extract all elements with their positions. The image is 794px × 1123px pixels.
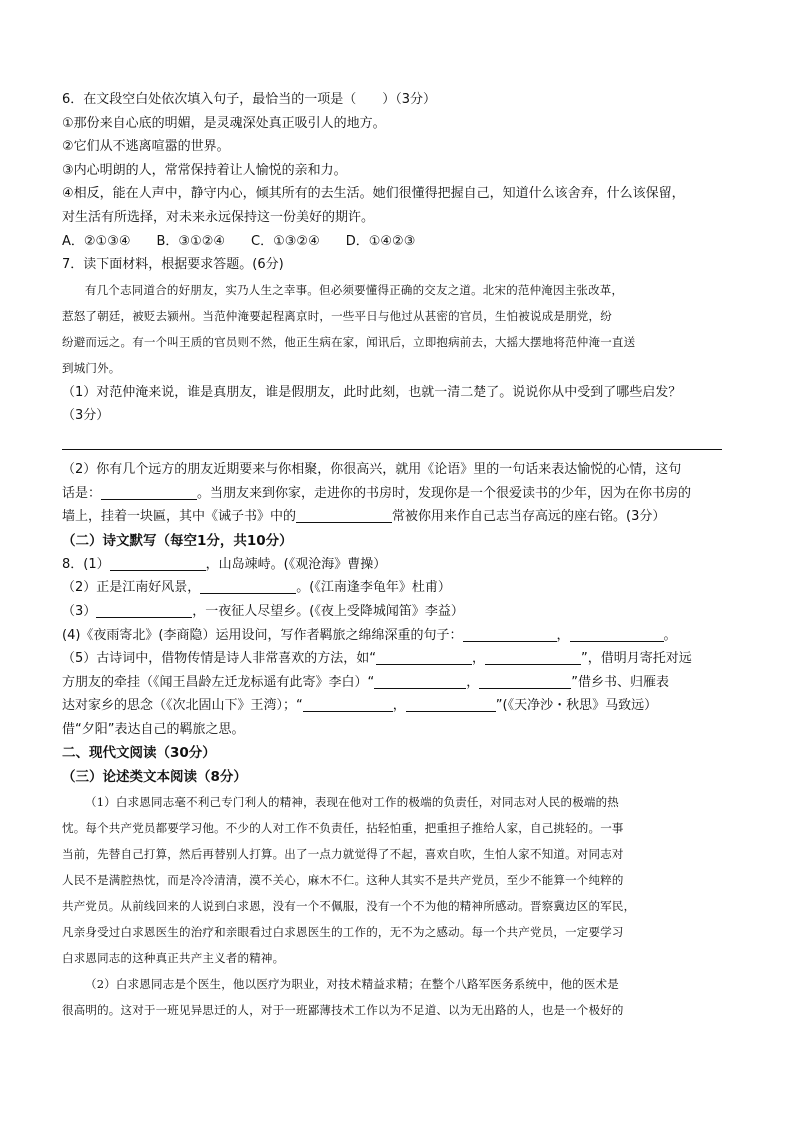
passage-line: 凡亲身受过白求恩医生的治疗和亲眼看过白求恩医生的工作的，无不为之感动。每一个共产党员，一定要学习 bbox=[62, 925, 624, 940]
question-7-sub2-line3 bbox=[62, 505, 734, 529]
passage-line: （1）白求恩同志毫不利己专门利人的精神，表现在他对工作的极端的负责任，对同志对人民的极端的热 bbox=[85, 795, 620, 810]
text: 达对家乡的思念（《次北固山下》王湾）；“ bbox=[62, 698, 303, 714]
text: 。(《江南逢李龟年》杜甫） bbox=[296, 580, 451, 596]
text: （3） bbox=[62, 603, 97, 619]
question-7-sub1: （1）对范仲淹来说，谁是真朋友，谁是假朋友，此时此刻，也就一清二楚了。说说你从中受到了哪些启发？ bbox=[62, 384, 682, 400]
sentence-3: ③内心明朗的人，常常保持着让人愉悦的亲和力。 bbox=[62, 162, 347, 178]
text: ， bbox=[472, 651, 486, 667]
section-poetry-heading: （二）诗文默写（每空1分，共10分） bbox=[62, 532, 293, 549]
material-line: 纷避而远之。有一个叫王质的官员则不然，他正生病在家，闻讯后，立即抱病前去，大摇大摆地将范仲淹一直送 bbox=[62, 334, 636, 349]
answer-line[interactable] bbox=[62, 448, 722, 450]
passage-paragraph-2 bbox=[62, 971, 734, 1023]
text: ， bbox=[392, 698, 406, 714]
section-argument-heading: （三）论述类文本阅读（8分） bbox=[62, 769, 247, 786]
fill-blank[interactable] bbox=[296, 508, 392, 523]
fill-blank[interactable] bbox=[463, 627, 557, 642]
text: 。当朋友来到你家，走进你的书房时，发现你是一个很爱读书的少年，因为在你书房的 bbox=[197, 485, 692, 501]
fill-blank[interactable] bbox=[303, 697, 393, 712]
passage-line: 共产党员。从前线回来的人说到白求恩，没有一个不佩服，没有一个不为他的精神所感动。晋察冀边区的军民， bbox=[62, 899, 636, 914]
fill-blank[interactable] bbox=[406, 697, 496, 712]
question-8-line5 bbox=[62, 647, 734, 671]
question-6-stem: 6．在文段空白处依次填入句子，最恰当的一项是（ ）（3分） bbox=[62, 92, 437, 107]
sentence-1: ①那份来自心底的明媚，是灵魂深处真正吸引人的地方。 bbox=[62, 115, 386, 131]
passage-paragraph-1 bbox=[62, 789, 734, 971]
passage-line: 当前，先替自己打算，然后再替别人打算。出了一点力就觉得了不起，喜欢自吹，生怕人家不知道。对同志对 bbox=[62, 847, 624, 862]
section-modern-heading: 二、现代文阅读（30分） bbox=[62, 745, 216, 762]
passage-line: （2）白求恩同志是个医生，他以医疗为职业，对技术精益求精；在整个八路军医务系统中，他的医术是 bbox=[85, 977, 620, 992]
text: 方朋友的牵挂（《闻王昌龄左迁龙标遥有此寄》李白）“ bbox=[62, 674, 375, 690]
material-line: 有几个志同道合的好朋友，实乃人生之幸事。但必须要懂得正确的交友之道。北宋的范仲淹因主张改革， bbox=[85, 282, 624, 297]
sentence-2: ②它们从不逃离喧嚣的世界。 bbox=[62, 139, 230, 155]
material-line: 惹怒了朝廷，被贬去颍州。当范仲淹要起程离京时，一些平日与他过从甚密的官员，生怕被说成是朋党，纷 bbox=[62, 308, 612, 323]
question-7-sub2: （2）你有几个远方的朋友近期要来与你相聚，你很高兴，就用《论语》里的一句话来表达愉悦的心情，这句 bbox=[62, 461, 682, 477]
text: 8．(1） bbox=[62, 556, 110, 572]
question-7-material bbox=[62, 277, 734, 381]
question-8-line1 bbox=[62, 553, 734, 577]
question-8-line2 bbox=[62, 576, 734, 600]
text: ”，借明月寄托对远 bbox=[581, 651, 692, 667]
passage-line: 白求恩同志的这种真正共产主义者的精神。 bbox=[62, 951, 285, 966]
question-8-line8: 借“夕阳”表达自己的羁旅之思。 bbox=[62, 721, 245, 737]
passage-line: 很高明的。这对于一班见异思迁的人，对于一班鄙薄技术工作以为不足道、以为无出路的人，也是一个极好的 bbox=[62, 1003, 624, 1018]
fill-blank[interactable] bbox=[485, 650, 581, 665]
text: ，山岛竦峙。(《观沧海》曹操） bbox=[205, 556, 387, 572]
passage-line: 人民不是满腔热忱，而是冷冷清清，漠不关心，麻木不仁。这种人其实不是共产党员，至少不能算一个纯粹的 bbox=[62, 873, 624, 888]
fill-blank[interactable] bbox=[96, 603, 192, 618]
fill-blank[interactable] bbox=[200, 579, 296, 594]
text: ， bbox=[556, 627, 570, 643]
question-8-line3 bbox=[62, 600, 734, 624]
text: ， bbox=[466, 674, 480, 690]
question-7-sub2-line2 bbox=[62, 482, 734, 506]
text: （5）古诗词中，借物传情是诗人非常喜欢的方法，如“ bbox=[62, 651, 377, 667]
material-line: 到城门外。 bbox=[62, 360, 121, 375]
text: 。 bbox=[663, 627, 677, 643]
text: 常被你用来作自己志当存高远的座右铭。(3分） bbox=[392, 509, 666, 525]
text: （2）正是江南好风景， bbox=[62, 580, 201, 596]
question-8-line4 bbox=[62, 624, 734, 648]
sentence-4-line1: ④相反，能在人声中，静守内心，倾其所有的去生活。她们很懂得把握自己，知道什么该舍弃，什么该保留， bbox=[62, 186, 685, 202]
question-8-line7 bbox=[62, 694, 734, 718]
sentence-4-line2: 对生活有所选择，对未来永远保持这一份美好的期许。 bbox=[62, 209, 375, 225]
text: 墙上，挂着一块匾，其中《诫子书》中的 bbox=[62, 509, 297, 525]
question-7-sub1-score: （3分） bbox=[62, 408, 110, 424]
question-7-stem: 7．读下面材料，根据要求答题。(6分) bbox=[62, 257, 284, 273]
question-8-line6 bbox=[62, 671, 734, 695]
passage-line: 忱。每个共产党员都要学习他。不少的人对工作不负责任，拈轻怕重，把重担子推给人家，自己挑轻的。一事 bbox=[62, 821, 624, 836]
text: ”(《天净沙・秋思》马致远） bbox=[495, 698, 658, 714]
text: ，一夜征人尽望乡。(《夜上受降城闻笛》李益） bbox=[192, 603, 464, 619]
exam-page bbox=[62, 88, 734, 1023]
question-6-options: A．②①③④ B．③①②④ C．①③②④ D．①④②③ bbox=[62, 233, 416, 249]
fill-blank[interactable] bbox=[101, 485, 197, 500]
fill-blank[interactable] bbox=[376, 650, 472, 665]
text: 话是： bbox=[62, 485, 102, 501]
fill-blank[interactable] bbox=[374, 674, 466, 689]
fill-blank[interactable] bbox=[479, 674, 571, 689]
fill-blank[interactable] bbox=[110, 556, 206, 571]
fill-blank[interactable] bbox=[570, 627, 664, 642]
text: (4)《夜雨寄北》(李商隐）运用设问，写作者羁旅之绵绵深重的句子： bbox=[62, 627, 463, 643]
text: ”借乡书、归雁表 bbox=[571, 674, 670, 690]
